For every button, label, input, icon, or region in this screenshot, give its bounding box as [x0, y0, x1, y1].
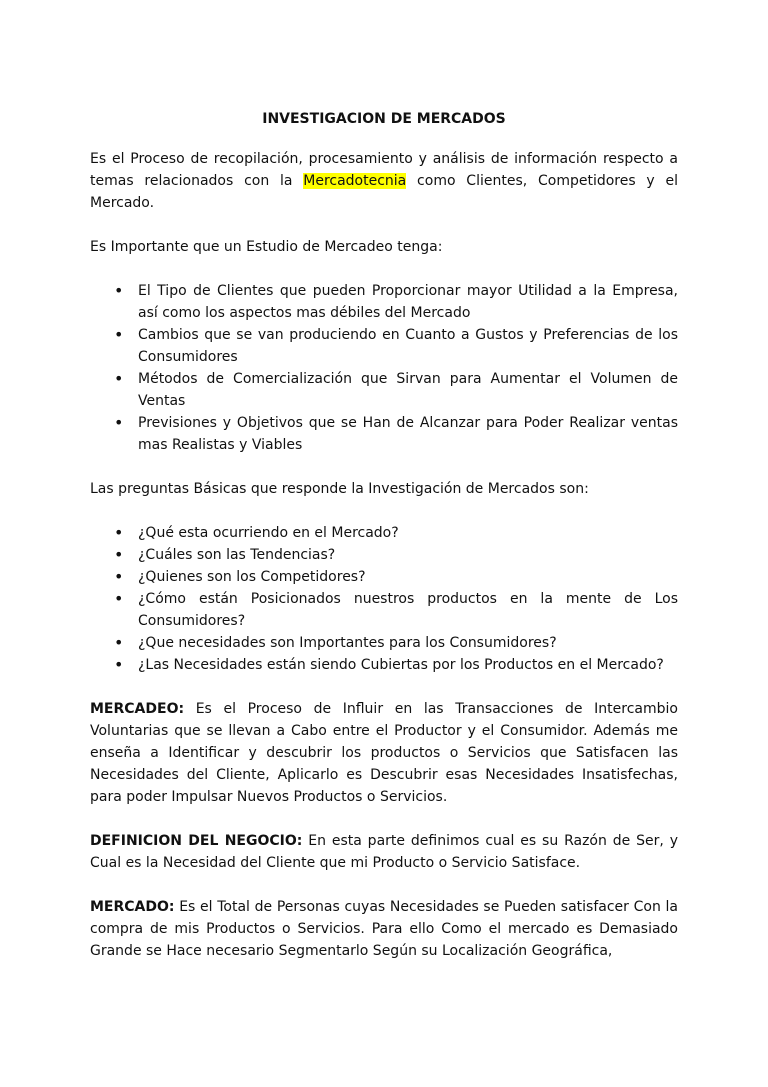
study-list — [90, 280, 678, 456]
study-intro: Es Importante que un Estudio de Mercadeo tenga: — [90, 239, 443, 255]
list-item: • ¿Cuáles son las Tendencias? — [138, 544, 678, 566]
questions-intro: Las preguntas Básicas que responde la Investigación de Mercados son: — [90, 481, 589, 497]
intro-paragraph — [90, 148, 678, 214]
list-item: • ¿Quienes son los Competidores? — [138, 566, 678, 588]
intro-text-after: como Clientes, Competidores y el Mercado. — [90, 173, 678, 211]
document-title: INVESTIGACION DE MERCADOS — [262, 111, 506, 127]
list-item: • ¿Cómo están Posicionados nuestros productos en la mente de Los Consumidores? — [138, 588, 678, 632]
list-item: • Cambios que se van produciendo en Cuanto a Gustos y Preferencias de los Consumidores — [138, 324, 678, 368]
list-item: • El Tipo de Clientes que pueden Proporcionar mayor Utilidad a la Empresa, así como los aspectos mas débiles del Mercado — [138, 280, 678, 324]
list-item: • Métodos de Comercialización que Sirvan para Aumentar el Volumen de Ventas — [138, 368, 678, 412]
definicion-text: En esta parte definimos cual es su Razón de Ser, y Cual es la Necesidad del Cliente que mi Producto o Servicio Satisface. — [90, 833, 678, 871]
mercadeo-label: MERCADEO: — [90, 701, 185, 717]
questions-list — [90, 522, 678, 676]
list-item: • Previsiones y Objetivos que se Han de Alcanzar para Poder Realizar ventas mas Realistas y Viables — [138, 412, 678, 456]
mercado-text: Es el Total de Personas cuyas Necesidades se Pueden satisfacer Con la compra de mis Productos o Servicios. Para ello Como el mercado es Demasiado Grande se Hace necesario Segmentarlo Según su Localización Geográfica, — [90, 899, 678, 959]
mercadeo-text: Es el Proceso de Influir en las Transacciones de Intercambio Voluntarias que se llevan a Cabo entre el Productor y el Consumidor. Además me enseña a Identificar y descubrir los productos o Servicios que Satisfacen las Necesidades del Cliente, Aplicarlo es Descubrir esas Necesidades Insatisfechas, para poder Impulsar Nuevos Productos o Servicios. — [90, 701, 678, 805]
document-page — [90, 108, 678, 962]
mercado-paragraph — [90, 896, 678, 962]
intro-text-before: Es el Proceso de recopilación, procesamiento y análisis de información respecto a temas relacionados con la — [90, 151, 678, 189]
mercado-label: MERCADO: — [90, 899, 175, 915]
highlighted-term: Mercadotecnia — [303, 173, 407, 189]
list-item: • ¿Qué esta ocurriendo en el Mercado? — [138, 522, 678, 544]
definicion-label: DEFINICION DEL NEGOCIO: — [90, 833, 303, 849]
list-item: • ¿Las Necesidades están siendo Cubiertas por los Productos en el Mercado? — [138, 654, 678, 676]
mercadeo-paragraph — [90, 698, 678, 808]
list-item: • ¿Que necesidades son Importantes para los Consumidores? — [138, 632, 678, 654]
definicion-paragraph — [90, 830, 678, 874]
